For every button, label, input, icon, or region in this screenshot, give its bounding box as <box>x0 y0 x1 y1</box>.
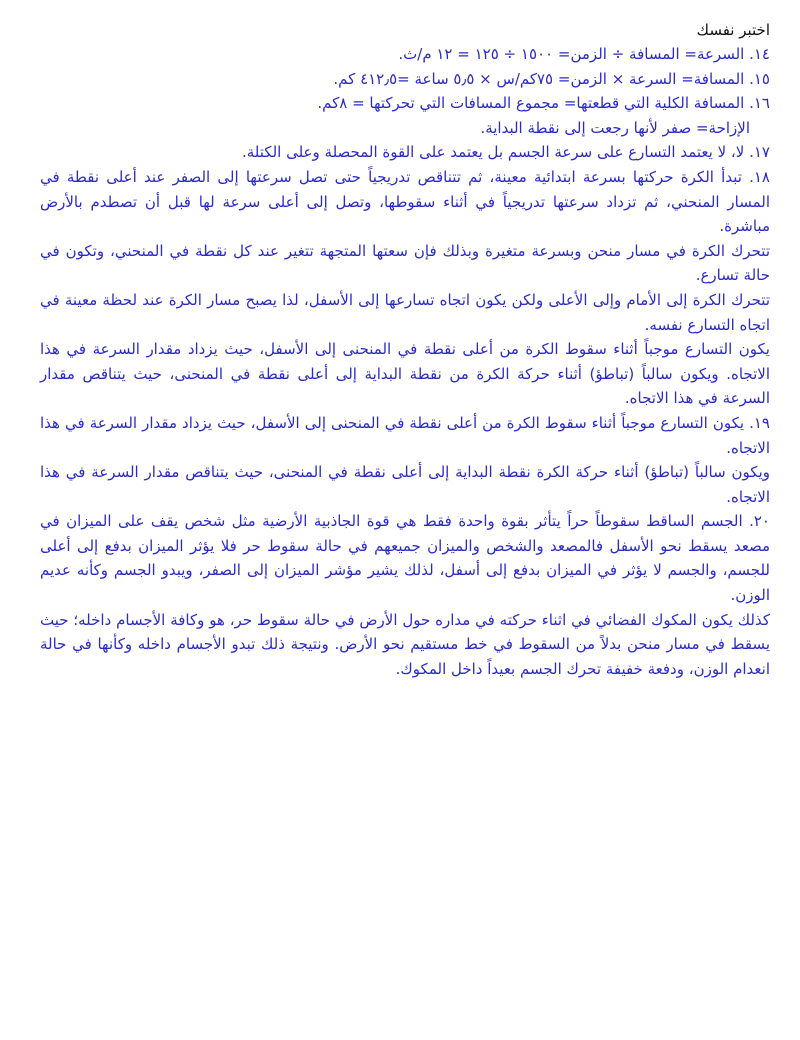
answer-16-displacement: الإزاحة= صفر لأنها رجعت إلى نقطة البداية. <box>480 118 750 137</box>
answer-18-direction: تتحرك الكرة إلى الأمام وإلى الأعلى ولكن يكون اتجاه تسارعها إلى الأسفل، لذا يصبح مسار الكرة عند لحظة معينة في اتجاه التسارع نفسه. <box>40 290 770 334</box>
answer-17: ١٧. لا، لا يعتمد التسارع على سرعة الجسم بل يعتمد على القوة المحصلة وعلى الكتلة. <box>242 143 770 162</box>
answer-18: ١٨. تبدأ الكرة حركتها بسرعة ابتدائية معينة، ثم تتناقص تدريجياً حتى تصل سرعتها إلى الصفر عند أعلى نقطة في المسار المنحني، ثم تزداد سرعتها تدريجياً في أثناء سقوطها، وتصل إلى أعلى سرعة لها قبل أن تصطدم بالأرض مباشرة. <box>40 167 770 236</box>
answer-19: ١٩. يكون التسارع موجباً أثناء سقوط الكرة من أعلى نقطة في المنحنى إلى الأسفل، حيث يزداد مقدار السرعة في هذا الاتجاه. <box>40 413 770 457</box>
answer-20-shuttle: كذلك يكون المكوك الفضائي في اثناء حركته في مداره حول الأرض في حالة سقوط حر، هو وكافة الأجسام داخله؛ حيث يسقط في مسار منحن بدلاً من السقوط في خط مستقيم نحو الأرض. ونتيجة ذلك تبدو الأجسام داخله وكأنها في حالة انعدام الوزن، ودفعة خفيفة تحرك الجسم بعيداً داخل المكوك. <box>40 610 770 678</box>
answer-15: ١٥. المسافة= السرعة × الزمن= ٧٥كم/س × ٥٫٥ ساعة =٤١٢٫٥ كم. <box>333 69 770 88</box>
page-heading: اختبر نفسك <box>696 21 770 39</box>
answer-16: ١٦. المسافة الكلية التي قطعتها= مجموع المسافات التي تحركتها = ٨كم. <box>317 94 770 113</box>
answer-14: ١٤. السرعة= المسافة ÷ الزمن= ١٥٠٠ ÷ ١٢٥ = ١٢ م/ث. <box>398 45 770 63</box>
answer-20: ٢٠. الجسم الساقط سقوطاً حراً يتأثر بقوة واحدة فقط هي قوة الجاذبية الأرضية مثل شخص يقف على الميزان في مصعد يسقط نحو الأسفل فالمصعد والشخص والميزان جميعهم في حالة سقوط حر فلا يؤثر الميزان بدفع إلى أعلى للجسم، والجسم لا يؤثر في الميزان بدفع إلى أسفل، لذلك يشير مؤشر الميزان إلى الصفر، ويبدو الجسم وكأنه عديم الوزن. <box>40 512 770 605</box>
answer-18-curved-path: تتحرك الكرة في مسار منحن وبسرعة متغيرة وبذلك فإن سعتها المتجهة تتغير عند كل نقطة في المنحني، وتكون في حالة تسارع. <box>40 241 770 285</box>
answer-18-acceleration-sign: يكون التسارع موجباً أثناء سقوط الكرة من أعلى نقطة في المنحنى إلى الأسفل، حيث يزداد مقدار السرعة في هذا الاتجاه. ويكون سالباً (تباطؤ) أثناء حركة الكرة من نقطة البداية إلى أعلى نقطة في المنحنى، حيث يتناقص مقدار السرعة في هذا الاتجاه. <box>40 340 770 408</box>
answer-19-negative: ويكون سالباً (تباطؤ) أثناء حركة الكرة نقطة البداية إلى أعلى نقطة في المنحنى، حيث يتناقص مقدار السرعة في هذا الاتجاه. <box>40 463 770 506</box>
